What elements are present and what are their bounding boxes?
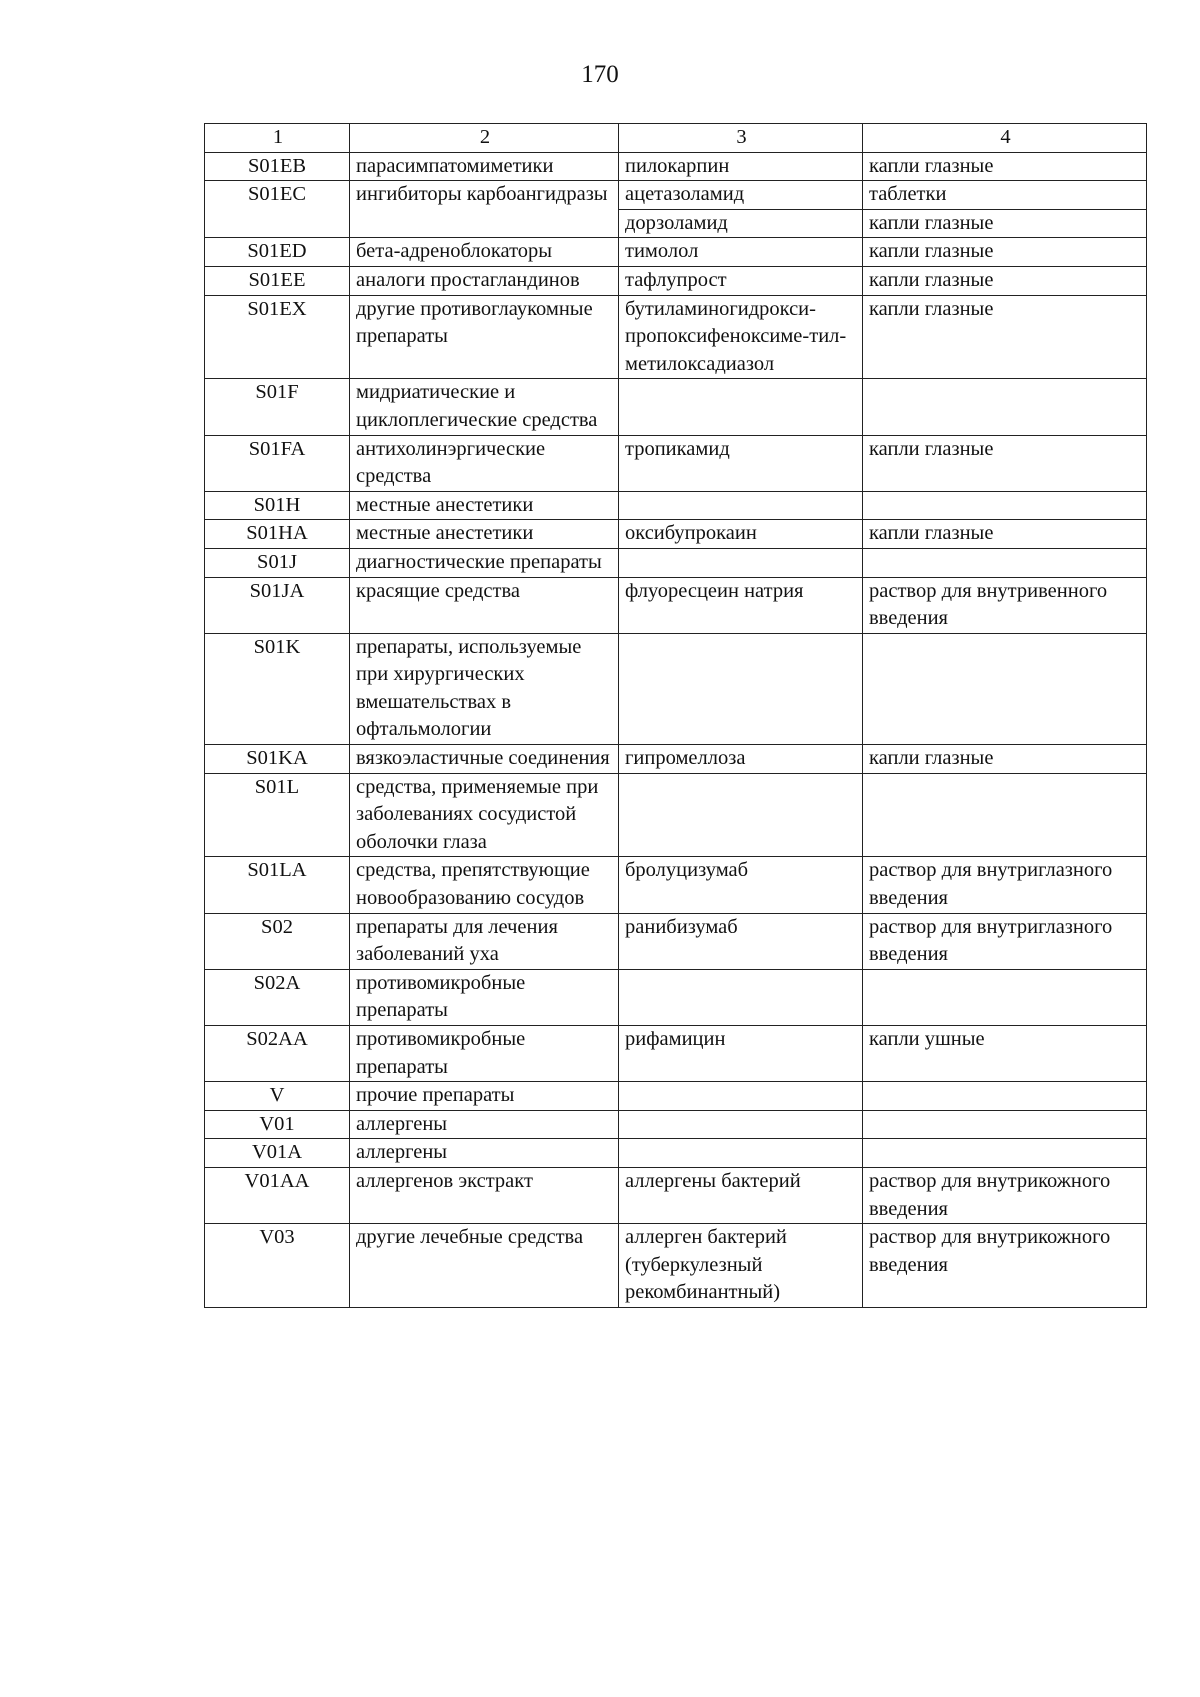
dosage-form-cell: капли глазные — [863, 152, 1147, 181]
substance-cell — [619, 379, 863, 435]
dosage-form-cell: раствор для внутриглазного введения — [863, 857, 1147, 913]
group-name-cell: аналоги простагландинов — [350, 266, 619, 295]
substance-cell — [619, 633, 863, 744]
table-row — [205, 1167, 1147, 1223]
substance-line: дорзоламид — [619, 209, 862, 238]
atc-code-cell: S01EE — [205, 266, 350, 295]
atc-code-cell: S01K — [205, 633, 350, 744]
table-row — [205, 1082, 1147, 1111]
dosage-form-cell: раствор для внутривенного введения — [863, 577, 1147, 633]
substance-cell — [619, 1110, 863, 1139]
page-number: 170 — [581, 61, 619, 88]
dosage-form-cell: капли глазные — [863, 520, 1147, 549]
group-name-cell: антихолинэргические средства — [350, 435, 619, 491]
atc-code-cell: S01J — [205, 548, 350, 577]
group-name-cell: другие противоглаукомные препараты — [350, 295, 619, 379]
atc-code-cell: S02 — [205, 913, 350, 969]
group-name-cell: аллергенов экстракт — [350, 1167, 619, 1223]
substance-cell: тимолол — [619, 238, 863, 267]
atc-code-cell: S01L — [205, 773, 350, 857]
atc-code-cell: S01H — [205, 491, 350, 520]
header-cell: 1 — [205, 124, 350, 153]
group-name-cell: вязкоэластичные соединения — [350, 745, 619, 774]
table-row — [205, 548, 1147, 577]
dosage-form-cell — [863, 1110, 1147, 1139]
group-name-cell: ингибиторы карбоангидразы — [350, 181, 619, 238]
substance-line: ацетазоламид — [625, 183, 745, 206]
atc-code-cell: S01JA — [205, 577, 350, 633]
dosage-form-cell — [863, 1139, 1147, 1168]
dosage-form-cell — [863, 969, 1147, 1025]
substance-cell: флуоресцеин натрия — [619, 577, 863, 633]
dosage-form-cell: раствор для внутрикожного введения — [863, 1224, 1147, 1308]
group-name-cell: парасимпатомиметики — [350, 152, 619, 181]
table-row — [205, 1139, 1147, 1168]
substance-cell — [619, 773, 863, 857]
atc-code-cell: S01EB — [205, 152, 350, 181]
header-cell: 2 — [350, 124, 619, 153]
table-row — [205, 266, 1147, 295]
table-header-row — [205, 124, 1147, 153]
substance-cell: аллерген бактерий (туберкулезный рекомбинантный) — [619, 1224, 863, 1308]
substance-cell — [619, 969, 863, 1025]
dosage-form-cell — [863, 633, 1147, 744]
substance-cell: тропикамид — [619, 435, 863, 491]
group-name-cell: прочие препараты — [350, 1082, 619, 1111]
table-row — [205, 181, 1147, 238]
atc-code-cell: V01A — [205, 1139, 350, 1168]
table-row — [205, 1026, 1147, 1082]
atc-code-cell: S01EX — [205, 295, 350, 379]
table-row — [205, 969, 1147, 1025]
group-name-cell: препараты, используемые при хирургических вмешательствах в офтальмологии — [350, 633, 619, 744]
atc-code-cell: S01EC — [205, 181, 350, 238]
group-name-cell: диагностические препараты — [350, 548, 619, 577]
atc-code-cell: V — [205, 1082, 350, 1111]
atc-code-cell: S01HA — [205, 520, 350, 549]
dosage-form-cell — [863, 1082, 1147, 1111]
drug-table — [204, 123, 1147, 1308]
table-row — [205, 1224, 1147, 1308]
table-row — [205, 913, 1147, 969]
dosage-form-line: капли глазные — [863, 209, 1146, 238]
group-name-cell: препараты для лечения заболеваний уха — [350, 913, 619, 969]
substance-cell — [619, 1082, 863, 1111]
header-cell: 4 — [863, 124, 1147, 153]
dosage-form-cell: капли глазные — [863, 745, 1147, 774]
substance-cell: бутиламиногидрокси-пропоксифеноксиме-тил-метилоксадиазол — [619, 295, 863, 379]
group-name-cell: другие лечебные средства — [350, 1224, 619, 1308]
substance-cell: тафлупрост — [619, 266, 863, 295]
substance-cell — [619, 1139, 863, 1168]
group-name-cell: бета-адреноблокаторы — [350, 238, 619, 267]
dosage-form-cell — [863, 181, 1147, 238]
table-row — [205, 520, 1147, 549]
substance-cell: бролуцизумаб — [619, 857, 863, 913]
atc-code-cell: S01KA — [205, 745, 350, 774]
group-name-cell: средства, применяемые при заболеваниях сосудистой оболочки глаза — [350, 773, 619, 857]
table-row — [205, 577, 1147, 633]
dosage-form-cell — [863, 773, 1147, 857]
atc-code-cell: S01FA — [205, 435, 350, 491]
group-name-cell: противомикробные препараты — [350, 969, 619, 1025]
dosage-form-cell: капли глазные — [863, 295, 1147, 379]
table-row — [205, 379, 1147, 435]
substance-cell: рифамицин — [619, 1026, 863, 1082]
dosage-form-cell: капли ушные — [863, 1026, 1147, 1082]
atc-code-cell: S02A — [205, 969, 350, 1025]
header-cell: 3 — [619, 124, 863, 153]
atc-code-cell: S01F — [205, 379, 350, 435]
atc-code-cell: V01 — [205, 1110, 350, 1139]
group-name-cell: аллергены — [350, 1139, 619, 1168]
atc-code-cell: V01AA — [205, 1167, 350, 1223]
table-row — [205, 238, 1147, 267]
atc-code-cell: S01LA — [205, 857, 350, 913]
table-row — [205, 633, 1147, 744]
substance-cell: аллергены бактерий — [619, 1167, 863, 1223]
group-name-cell: аллергены — [350, 1110, 619, 1139]
table-row — [205, 857, 1147, 913]
substance-cell: ранибизумаб — [619, 913, 863, 969]
table-row — [205, 745, 1147, 774]
atc-code-cell: V03 — [205, 1224, 350, 1308]
atc-code-cell: S01ED — [205, 238, 350, 267]
group-name-cell: местные анестетики — [350, 520, 619, 549]
substance-cell — [619, 181, 863, 238]
dosage-form-cell: раствор для внутриглазного введения — [863, 913, 1147, 969]
dosage-form-cell — [863, 491, 1147, 520]
dosage-form-cell — [863, 548, 1147, 577]
dosage-form-line: таблетки — [869, 183, 947, 206]
atc-code-cell: S02AA — [205, 1026, 350, 1082]
table-row — [205, 491, 1147, 520]
substance-cell — [619, 548, 863, 577]
table-row — [205, 773, 1147, 857]
group-name-cell: красящие средства — [350, 577, 619, 633]
dosage-form-cell: раствор для внутрикожного введения — [863, 1167, 1147, 1223]
group-name-cell: средства, препятствующие новообразованию сосудов — [350, 857, 619, 913]
table-row — [205, 152, 1147, 181]
dosage-form-cell: капли глазные — [863, 435, 1147, 491]
substance-cell: оксибупрокаин — [619, 520, 863, 549]
dosage-form-cell: капли глазные — [863, 238, 1147, 267]
group-name-cell: местные анестетики — [350, 491, 619, 520]
table-row — [205, 435, 1147, 491]
dosage-form-cell — [863, 379, 1147, 435]
group-name-cell: мидриатические и циклоплегические средства — [350, 379, 619, 435]
dosage-form-cell: капли глазные — [863, 266, 1147, 295]
group-name-cell: противомикробные препараты — [350, 1026, 619, 1082]
table-row — [205, 295, 1147, 379]
substance-cell: гипромеллоза — [619, 745, 863, 774]
substance-cell: пилокарпин — [619, 152, 863, 181]
substance-cell — [619, 491, 863, 520]
table-row — [205, 1110, 1147, 1139]
